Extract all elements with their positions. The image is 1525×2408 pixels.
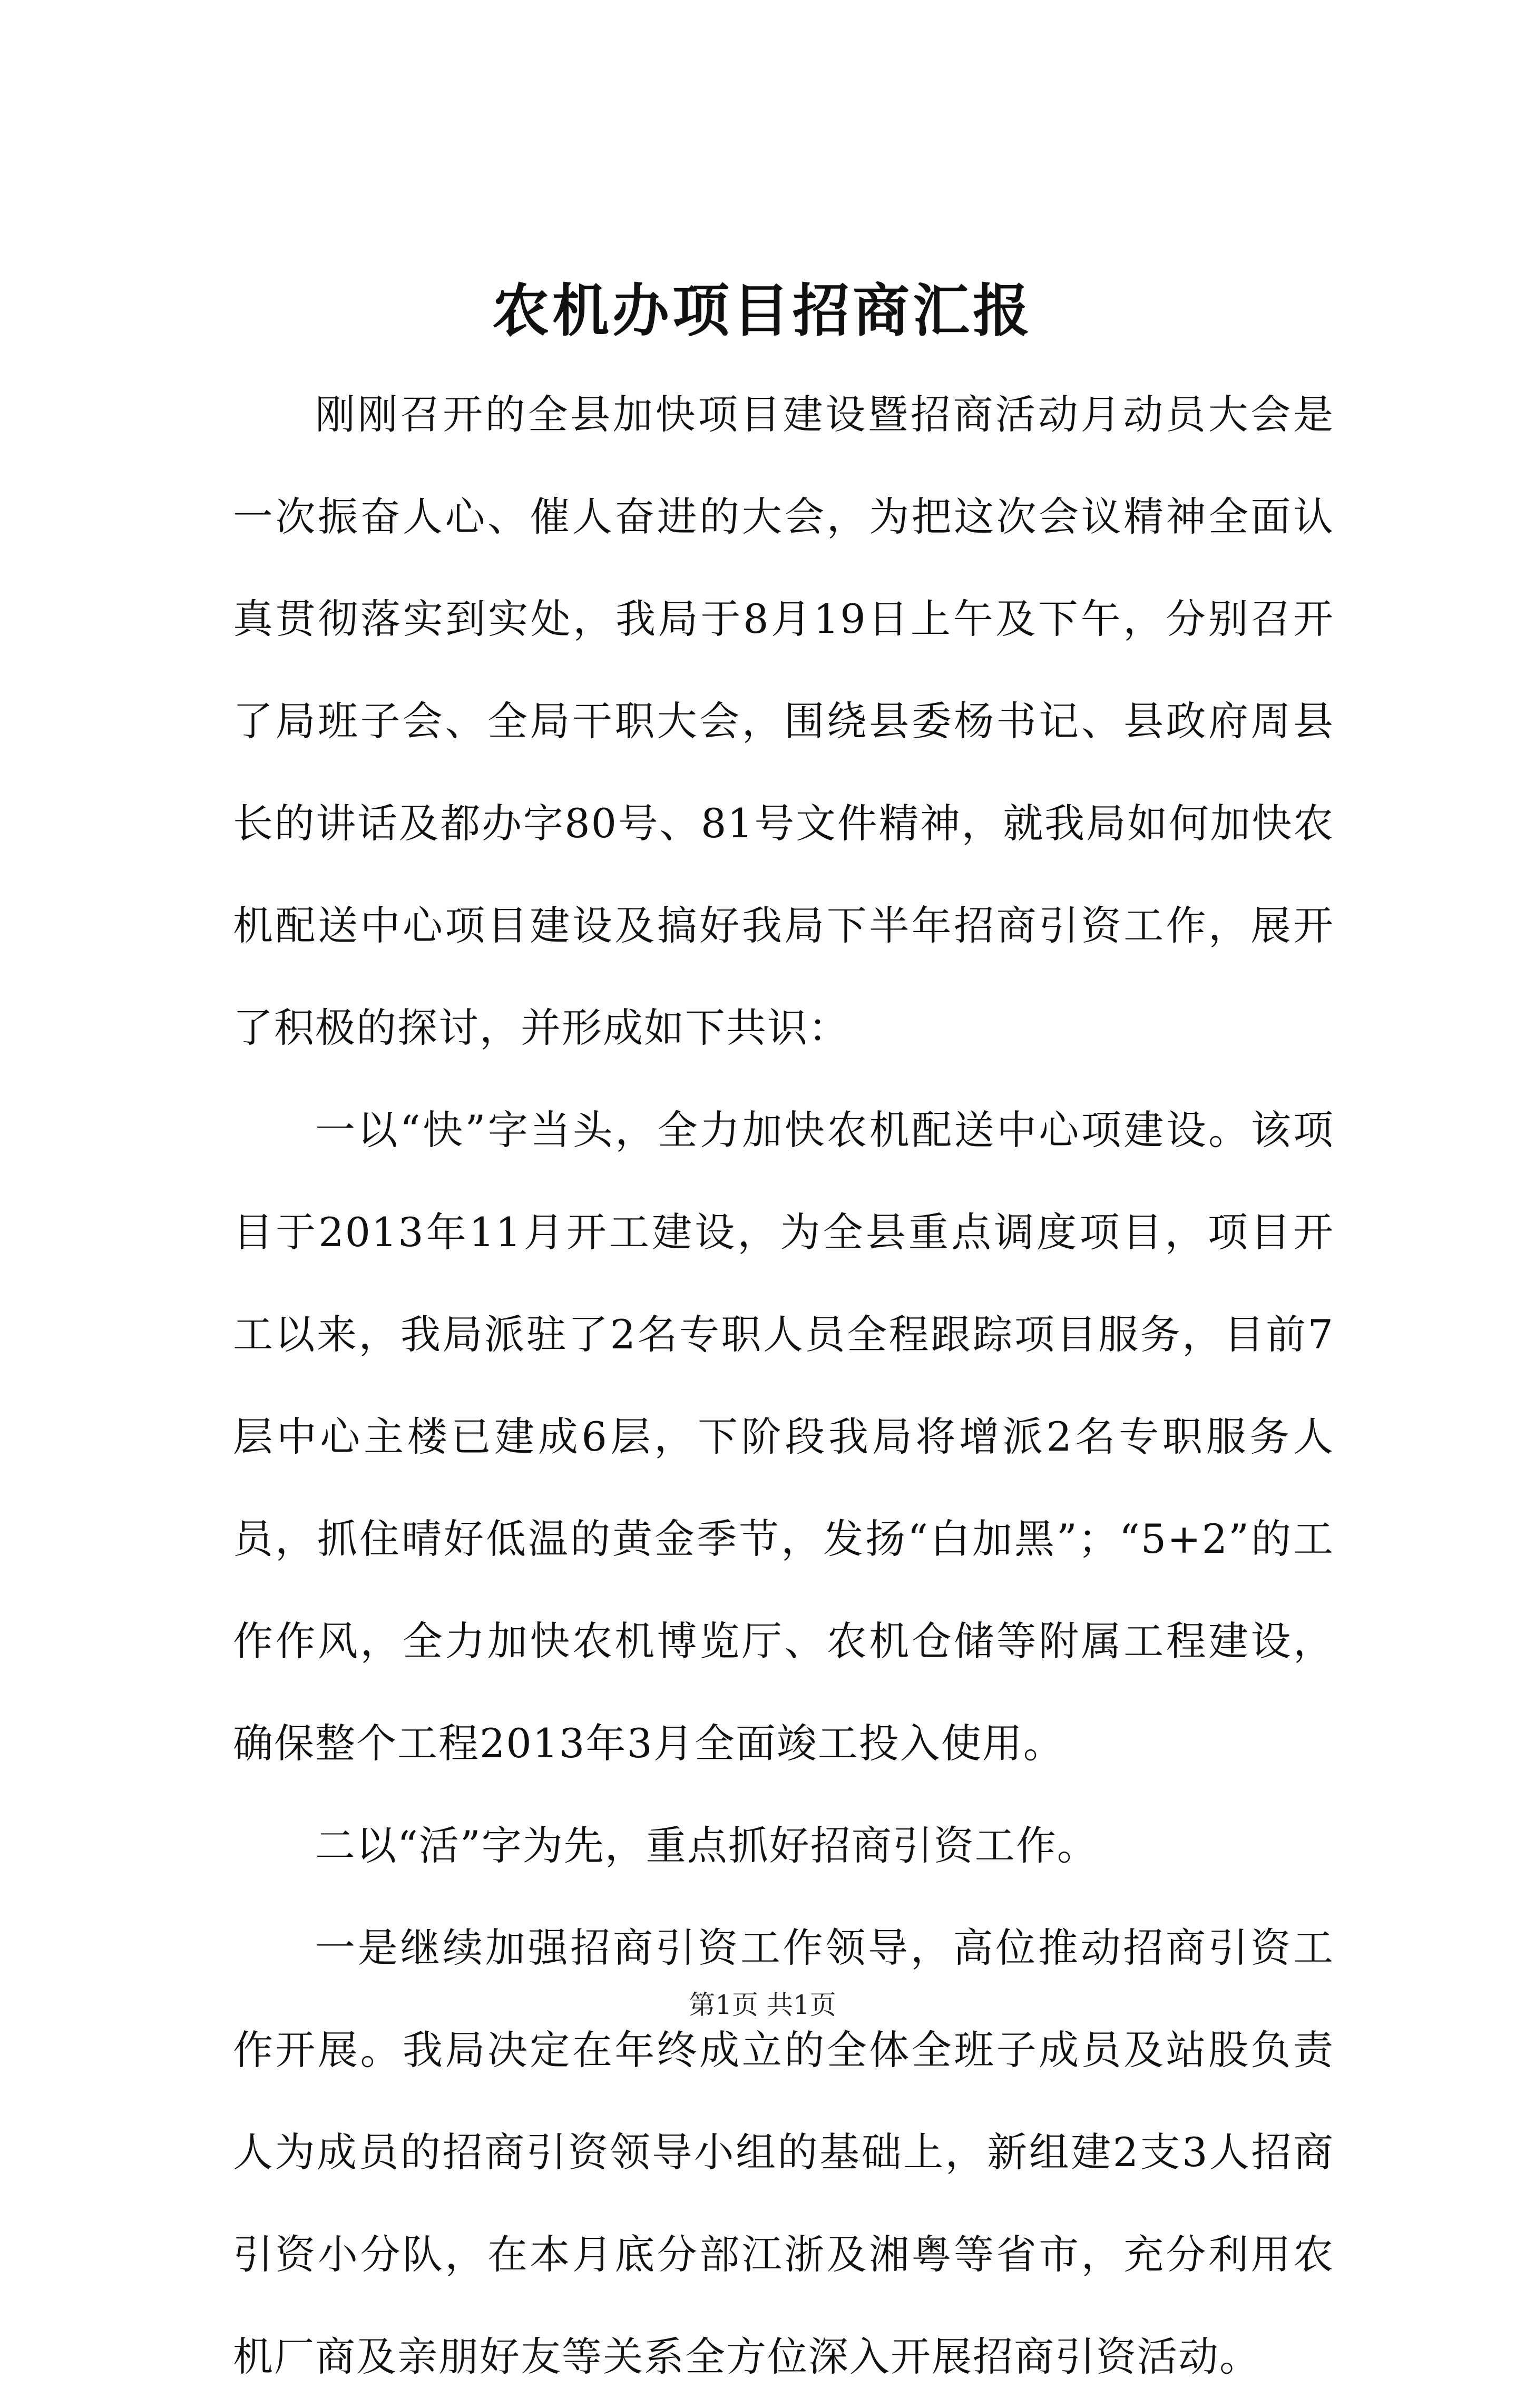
page-footer: 第1页 共1页 [689, 1990, 836, 2020]
document-body [233, 364, 1334, 2408]
paragraph-section-one: 一以“快”字当头，全力加快农机配送中心项建设。该项目于2013年11月开工建设，为全县重点调度项目，项目开工以来，我局派驻了2名专职人员全程跟踪项目服务，目前7层中心主楼已建成6层，下阶段我局将增派2名专职服务人员，抓住晴好低温的黄金季节，发扬“白加黑”；“5+2”的工作作风，全力加快农机博览厅、农机仓储等附属工程建设，确保整个工程2013年3月全面竣工投入使用。 [233, 1107, 1334, 1767]
paragraph-intro: 刚刚召开的全县加快项目建设暨招商活动月动员大会是一次振奋人心、催人奋进的大会，为把这次会议精神全面认真贯彻落实到实处，我局于8月19日上午及下午，分别召开了局班子会、全局干职大会，围绕县委杨书记、县政府周县长的讲话及都办字80号、81号文件精神，就我局如何加快农机配送中心项目建设及搞好我局下半年招商引资工作，展开了积极的探讨，并形成如下共识： [233, 391, 1334, 1051]
document-title: 农机办项目招商汇报 [492, 278, 1033, 344]
paragraph-section-two-item-one: 一是继续加强招商引资工作领导，高位推动招商引资工作开展。我局决定在年终成立的全体全班子成员及站股负责人为成员的招商引资领导小组的基础上，新组建2支3人招商引资小分队，在本月底分部江浙及湘粤等省市，充分利用农机厂商及亲朋好友等关系全方位深入开展招商引资活动。 [233, 1924, 1334, 2380]
paragraph-section-two-heading: 二以“活”字为先，重点抓好招商引资工作。 [315, 1822, 1098, 1869]
